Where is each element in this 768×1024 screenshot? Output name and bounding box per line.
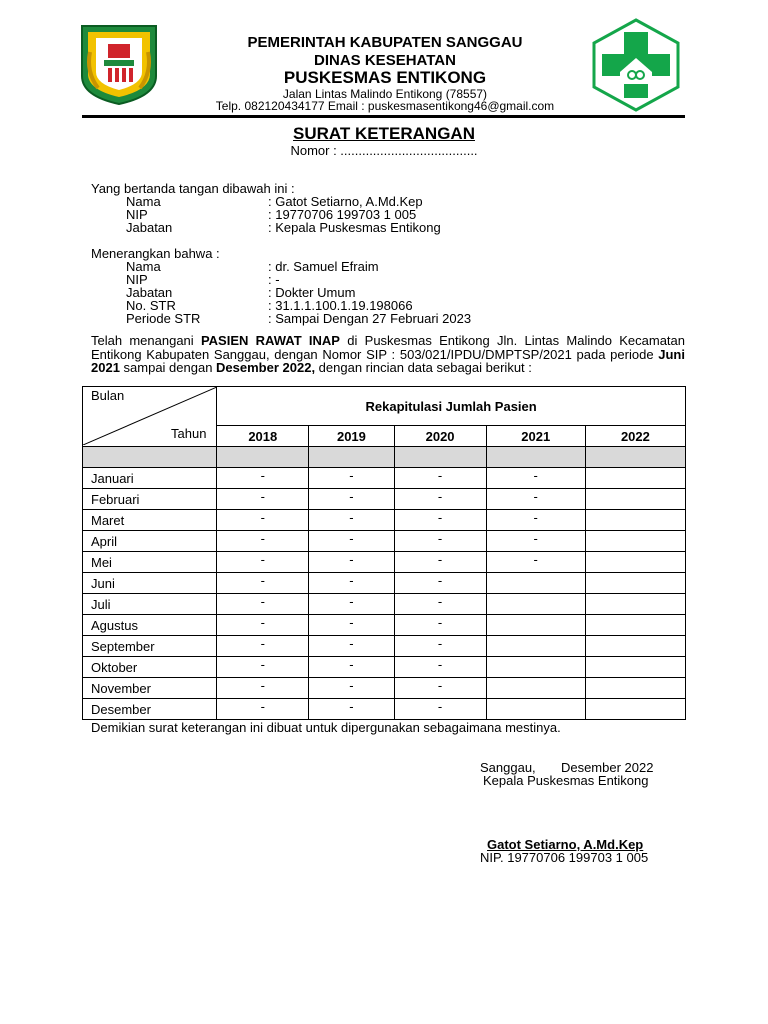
value-cell: - [486, 552, 585, 573]
signature-place-date: Sanggau, Desember 2022 [480, 760, 654, 775]
table-row [83, 636, 686, 657]
subject-intro: Menerangkan bahwa : [91, 246, 220, 261]
table-row [83, 699, 686, 720]
value-cell: - [394, 531, 486, 552]
year-header: 2019 [309, 426, 394, 447]
signer-row: NIP : 19770706 199703 1 005 [126, 207, 417, 222]
value-cell: - [309, 636, 394, 657]
value-cell [486, 678, 585, 699]
value-cell: - [394, 552, 486, 573]
subject-row: No. STR : 31.1.1.100.1.19.198066 [126, 298, 413, 313]
signature-name: Gatot Setiarno, A.Md.Kep [487, 837, 644, 852]
kop-address: Jalan Lintas Malindo Entikong (78557) [282, 87, 488, 101]
value-cell: - [217, 468, 309, 489]
spacer-row [83, 447, 686, 468]
closing-statement: Demikian surat keterangan ini dibuat untuk dipergunakan sebagaimana mestinya. [91, 720, 561, 735]
value-cell: - [486, 510, 585, 531]
value-cell: - [394, 594, 486, 615]
value-cell [585, 510, 685, 531]
month-cell: Januari [83, 468, 217, 489]
signature-position: Kepala Puskesmas Entikong [483, 773, 649, 788]
value-cell: - [394, 699, 486, 720]
month-cell: Agustus [83, 615, 217, 636]
table-row [83, 468, 686, 489]
value-cell: - [309, 531, 394, 552]
value-cell: - [217, 510, 309, 531]
value-cell: - [309, 594, 394, 615]
value-cell: - [217, 615, 309, 636]
month-cell: Mei [83, 552, 217, 573]
value-cell [585, 636, 685, 657]
kop-contact: Telp. 082120434177 Email : puskesmasentikong46@gmail.com [215, 99, 555, 113]
document-title: SURAT KETERANGAN [293, 124, 475, 143]
recap-header: Rekapitulasi Jumlah Pasien [217, 387, 686, 426]
month-cell: Maret [83, 510, 217, 531]
year-header: 2018 [217, 426, 309, 447]
table-row [83, 510, 686, 531]
table-row [83, 531, 686, 552]
value-cell: - [217, 636, 309, 657]
patient-recap-table [82, 386, 686, 720]
corner-header-cell [83, 387, 217, 447]
month-cell: September [83, 636, 217, 657]
value-cell [486, 657, 585, 678]
value-cell: - [486, 489, 585, 510]
value-cell [585, 531, 685, 552]
subject-row: Periode STR : Sampai Dengan 27 Februari 2023 [126, 311, 472, 326]
value-cell [585, 615, 685, 636]
table-row [83, 657, 686, 678]
corner-tahun-label: Tahun [171, 426, 207, 441]
value-cell: - [394, 678, 486, 699]
month-cell: Juli [83, 594, 217, 615]
month-cell: Desember [83, 699, 217, 720]
kop-line-3: PUSKESMAS ENTIKONG [283, 68, 487, 87]
value-cell [585, 594, 685, 615]
value-cell [585, 678, 685, 699]
value-cell: - [217, 573, 309, 594]
year-header: 2021 [486, 426, 585, 447]
value-cell: - [217, 657, 309, 678]
value-cell: - [486, 531, 585, 552]
month-cell: Oktober [83, 657, 217, 678]
value-cell: - [309, 657, 394, 678]
document-number: Nomor : ...................................... [290, 143, 478, 158]
table-row [83, 678, 686, 699]
value-cell: - [309, 552, 394, 573]
value-cell: - [394, 573, 486, 594]
value-cell: - [309, 573, 394, 594]
value-cell: - [217, 552, 309, 573]
value-cell [486, 615, 585, 636]
month-cell: November [83, 678, 217, 699]
value-cell: - [217, 489, 309, 510]
table-row [83, 615, 686, 636]
value-cell: - [217, 699, 309, 720]
value-cell: - [394, 468, 486, 489]
value-cell: - [486, 468, 585, 489]
table-row [83, 489, 686, 510]
value-cell [486, 573, 585, 594]
month-cell: Juni [83, 573, 217, 594]
year-header: 2020 [394, 426, 486, 447]
value-cell [486, 594, 585, 615]
value-cell [486, 699, 585, 720]
value-cell [585, 489, 685, 510]
value-cell: - [309, 699, 394, 720]
statement-paragraph: Telah menangani PASIEN RAWAT INAP di Puskesmas Entikong Jln. Lintas Malindo Kecamatan Entikong Kabupaten Sanggau, dengan Nomor SIP : 503/021/IPDU/DMPTSP/2021 pada periode Juni 2021 sampai dengan Desember 2022, dengan rincian data sebagai berikut : [91, 333, 685, 376]
value-cell: - [394, 615, 486, 636]
value-cell: - [309, 468, 394, 489]
value-cell: - [309, 615, 394, 636]
table-row [83, 552, 686, 573]
month-cell: Februari [83, 489, 217, 510]
kop-line-2: DINAS KESEHATAN [314, 52, 456, 69]
value-cell: - [309, 678, 394, 699]
value-cell: - [394, 489, 486, 510]
value-cell: - [309, 510, 394, 531]
year-header: 2022 [585, 426, 685, 447]
month-cell: April [83, 531, 217, 552]
value-cell [585, 468, 685, 489]
table-row [83, 573, 686, 594]
value-cell: - [394, 636, 486, 657]
subject-row: Nama : dr. Samuel Efraim [126, 259, 379, 274]
kop-divider [82, 115, 685, 118]
puskesmas-cross-logo [590, 18, 682, 112]
kabupaten-sanggau-emblem [78, 22, 160, 106]
signer-row: Jabatan : Kepala Puskesmas Entikong [126, 220, 441, 235]
value-cell: - [394, 657, 486, 678]
value-cell [486, 636, 585, 657]
value-cell [585, 657, 685, 678]
value-cell: - [309, 489, 394, 510]
signer-intro: Yang bertanda tangan dibawah ini : [91, 181, 295, 196]
subject-row: NIP : - [126, 272, 280, 287]
value-cell [585, 699, 685, 720]
value-cell [585, 552, 685, 573]
value-cell: - [394, 510, 486, 531]
value-cell: - [217, 531, 309, 552]
table-row [83, 594, 686, 615]
signer-row: Nama : Gatot Setiarno, A.Md.Kep [126, 194, 423, 209]
subject-row: Jabatan : Dokter Umum [126, 285, 356, 300]
signature-nip: NIP. 19770706 199703 1 005 [480, 850, 649, 865]
corner-bulan-label: Bulan [91, 388, 125, 403]
kop-line-1: PEMERINTAH KABUPATEN SANGGAU [247, 34, 523, 51]
value-cell: - [217, 678, 309, 699]
value-cell: - [217, 594, 309, 615]
value-cell [585, 573, 685, 594]
